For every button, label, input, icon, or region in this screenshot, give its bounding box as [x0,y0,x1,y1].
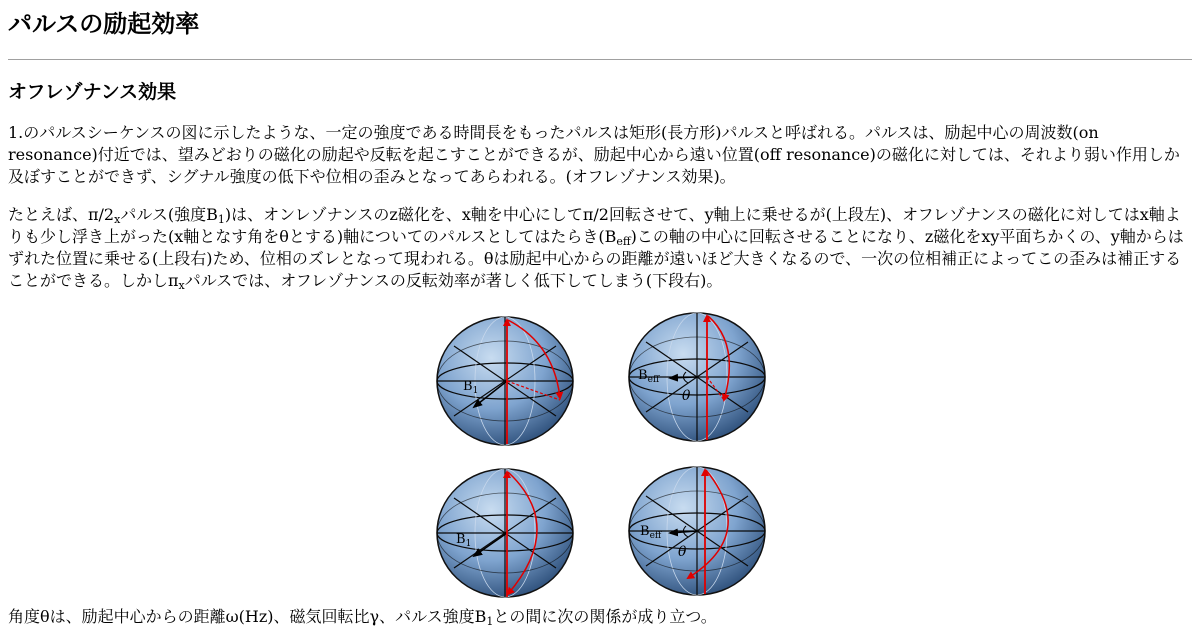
divider [8,59,1192,60]
bloch-sphere-figure [8,314,1192,604]
b1-label: $B_1$ [456,532,472,549]
sphere-bottom-left [436,466,576,600]
sphere-bottom-right [628,464,768,598]
section-title: オフレゾナンス効果 [8,81,177,103]
beff-label: $B_{eff}$ [638,368,660,385]
paragraph-3: 角度θは、励起中心からの距離ω(Hz)、磁気回転比γ、パルス強度$B_1$との間に次の関係が成り立つ。 [8,607,717,628]
paragraph-2: たとえば、$\pi/2_x$パルス(強度$B_1$)は、オンレゾナンスのz磁化を、x軸を中心にしてπ/2回転させて、y軸上に乗せるが(上段左)、オフレゾナンスの磁化に対してはx軸よりも少し浮き上がった(x軸となす角をθとする)軸についてのパルスとしてはたらき$(B_{eff})$この軸の中心に回転させることになり、z磁化をxy平面ちかくの、y軸からはずれた位置に乗せる(上段右)ため、位相のズレとなって現われる。θは励起中心からの距離が遠いほど大きくなるので、一次の位相補正によってこの歪みは補正することができる。しかし$\pi_x$パルスでは、オフレゾナンスの反転効率が著しく低下してしまう(下段右)。 [8,205,1184,292]
theta-label: θ [678,544,687,560]
theta-label: θ [682,388,691,404]
sphere-top-left [436,314,576,448]
paragraph-1: 1.のパルスシーケンスの図に示したような、一定の強度である時間長をもったパルスは矩形(長方形)パルスと呼ばれる。パルスは、励起中心の周波数(on resonance)付近では、望みどおりの磁化の励起や反転を起こすことができるが、励起中心から遠い位置(off resonance)の磁化に対しては、それより弱い作用しか及ぼすことができず、シグナル強度の低下や位相の歪みとなってあらわれる。(オフレゾナンス効果)。 [8,123,1180,186]
b1-label: $B_1$ [463,379,479,396]
beff-label: $B_{eff}$ [640,524,662,541]
page-title: パルスの励起効率 [8,10,200,38]
sphere-top-right [628,310,768,444]
